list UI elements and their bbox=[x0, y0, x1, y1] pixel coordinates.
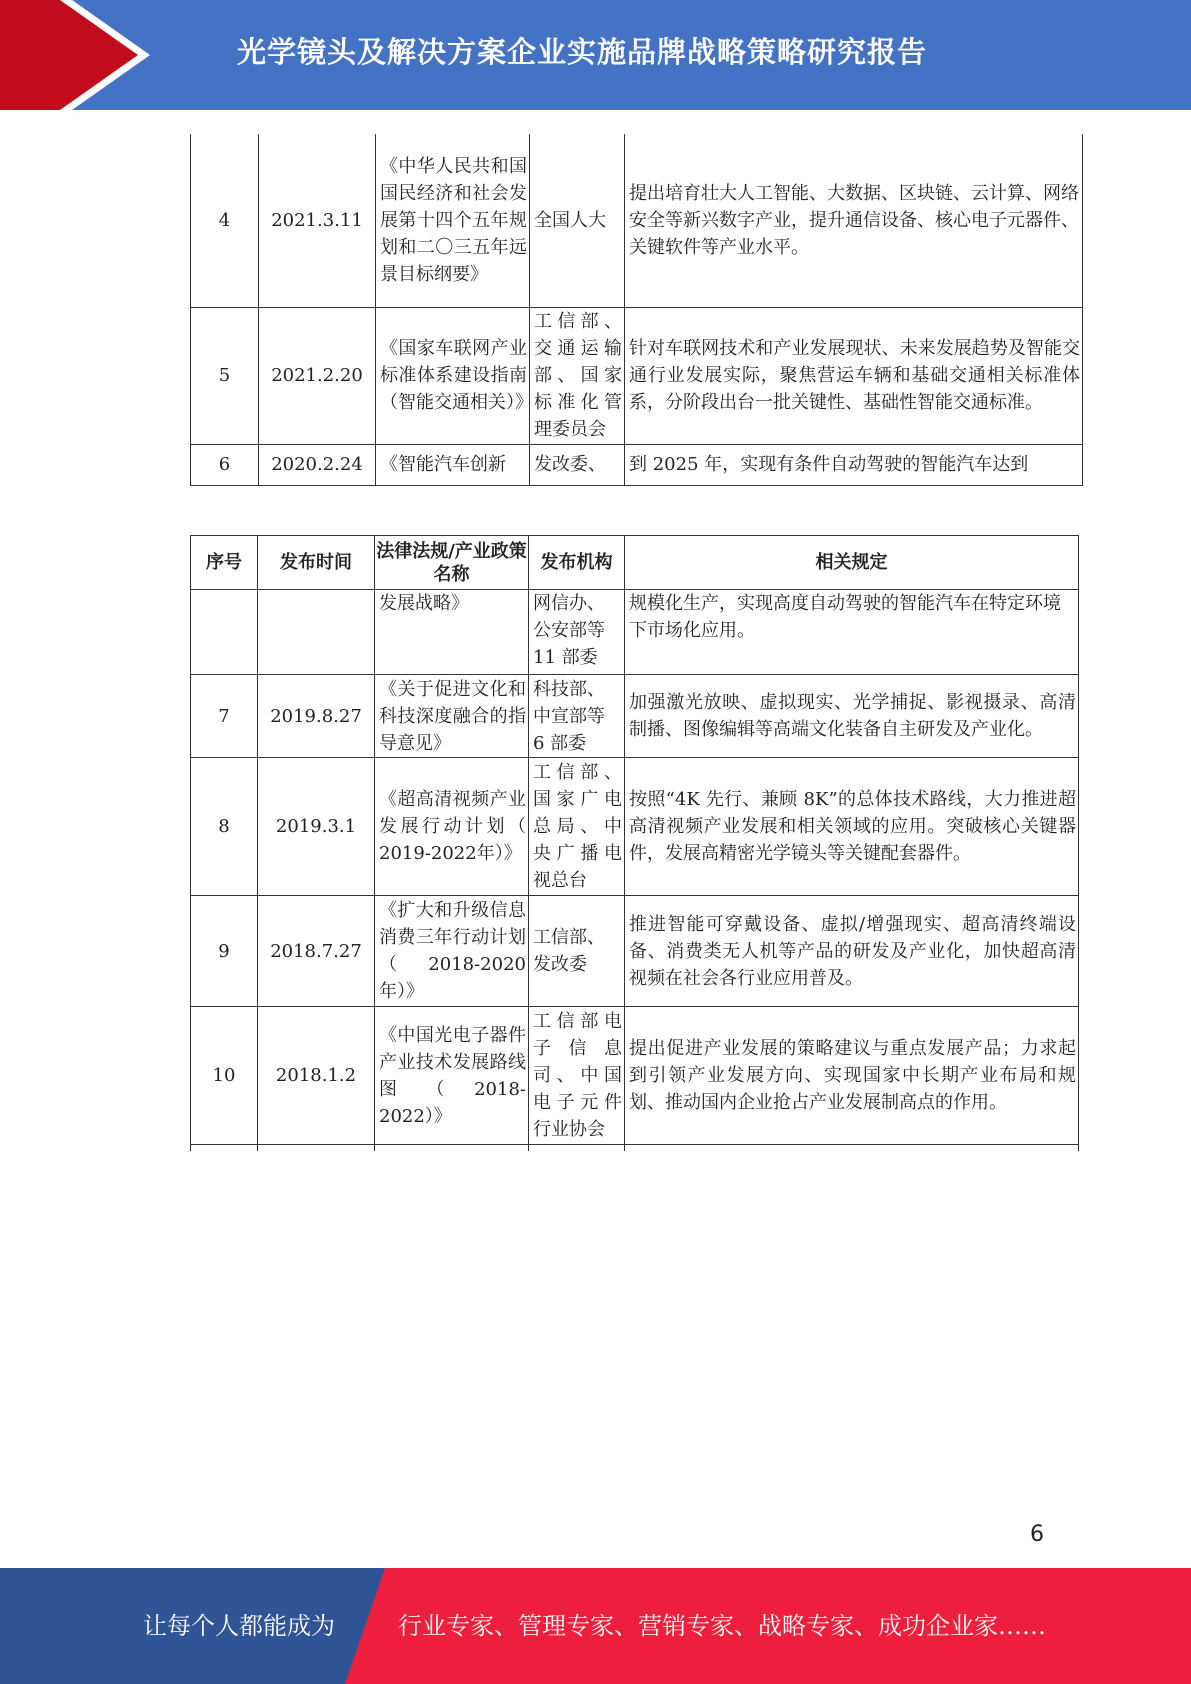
row-number bbox=[191, 590, 258, 675]
policy-name: 发展战略》 bbox=[375, 590, 529, 675]
policy-table-part-2 bbox=[190, 535, 1079, 1151]
policy-content: 提出培育壮大人工智能、大数据、区块链、云计算、网络安全等新兴数字产业，提升通信设备、核心电子元器件、关键软件等产业水平。 bbox=[625, 134, 1083, 307]
column-header-content: 相关规定 bbox=[625, 536, 1079, 590]
issuing-agency: 工信部电子信息司、中国电子元件行业协会 bbox=[529, 1007, 625, 1145]
publish-date: 2020.2.24 bbox=[259, 444, 376, 485]
policy-content: 针对车联网技术和产业发展现状、未来发展趋势及智能交通行业发展实际，聚焦营运车辆和基础交通相关标准体系，分阶段出台一批关键性、基础性智能交通标准。 bbox=[625, 307, 1083, 444]
row-number: 7 bbox=[191, 675, 258, 758]
row-number: 10 bbox=[191, 1007, 258, 1145]
issuing-agency: 工信部、交通运输部、国家标准化管理委员会 bbox=[530, 307, 625, 444]
footer-slogan-right: 行业专家、管理专家、营销专家、战略专家、成功企业家…… bbox=[398, 1612, 1046, 1640]
table-cell bbox=[191, 1145, 258, 1151]
policy-name: 《中国光电子器件产业技术发展路线图（2018-2022）》 bbox=[375, 1007, 529, 1145]
table-cell bbox=[375, 1145, 529, 1151]
column-header-number: 序号 bbox=[191, 536, 258, 590]
page-number: 6 bbox=[1030, 1522, 1044, 1547]
issuing-agency: 科技部、中宣部等 6 部委 bbox=[529, 675, 625, 758]
page-footer bbox=[0, 1568, 1191, 1684]
issuing-agency: 全国人大 bbox=[530, 134, 625, 307]
policy-name: 《中华人民共和国国民经济和社会发展第十四个五年规划和二〇三五年远景目标纲要》 bbox=[376, 134, 530, 307]
header-chevron-arrow-icon bbox=[0, 0, 138, 110]
table-row bbox=[191, 444, 1083, 485]
issuing-agency: 工信部、国家广电总局、中央广播电视总台 bbox=[529, 758, 625, 896]
issuing-agency: 工信部、发改委 bbox=[529, 896, 625, 1007]
policy-content: 加强激光放映、虚拟现实、光学捕捉、影视摄录、高清制播、图像编辑等高端文化装备自主研发及产业化。 bbox=[625, 675, 1079, 758]
column-header-agency: 发布机构 bbox=[529, 536, 625, 590]
row-number: 6 bbox=[191, 444, 259, 485]
column-header-date: 发布时间 bbox=[258, 536, 375, 590]
table-row bbox=[191, 134, 1083, 307]
publish-date: 2021.2.20 bbox=[259, 307, 376, 444]
row-number: 4 bbox=[191, 134, 259, 307]
policy-name: 《智能汽车创新 bbox=[376, 444, 530, 485]
table-row bbox=[191, 1007, 1079, 1145]
publish-date: 2021.3.11 bbox=[259, 134, 376, 307]
table-row-continues bbox=[191, 1145, 1079, 1151]
row-number: 9 bbox=[191, 896, 258, 1007]
table-cell bbox=[625, 1145, 1079, 1151]
publish-date: 2018.7.27 bbox=[258, 896, 375, 1007]
row-number: 5 bbox=[191, 307, 259, 444]
policy-content: 按照“4K 先行、兼顾 8K”的总体技术路线，大力推进超高清视频产业发展和相关领域的应用。突破核心关键器件，发展高精密光学镜头等关键配套器件。 bbox=[625, 758, 1079, 896]
row-number: 8 bbox=[191, 758, 258, 896]
footer-slogan-left: 让每个人都能成为 bbox=[143, 1612, 335, 1640]
policy-content: 推进智能可穿戴设备、虚拟/增强现实、超高清终端设备、消费类无人机等产品的研发及产业化，加快超高清视频在社会各行业应用普及。 bbox=[625, 896, 1079, 1007]
policy-name: 《国家车联网产业标准体系建设指南（智能交通相关）》 bbox=[376, 307, 530, 444]
table-row bbox=[191, 675, 1079, 758]
publish-date: 2019.8.27 bbox=[258, 675, 375, 758]
table-row-continuation bbox=[191, 590, 1079, 675]
table-cell bbox=[529, 1145, 625, 1151]
page-header bbox=[0, 0, 1191, 110]
issuing-agency: 发改委、 bbox=[530, 444, 625, 485]
publish-date: 2019.3.1 bbox=[258, 758, 375, 896]
report-title: 光学镜头及解决方案企业实施品牌战略策略研究报告 bbox=[237, 35, 928, 69]
column-header-policy-name: 法律法规/产业政策名称 bbox=[375, 536, 529, 590]
table-row bbox=[191, 758, 1079, 896]
publish-date: 2018.1.2 bbox=[258, 1007, 375, 1145]
table-row bbox=[191, 896, 1079, 1007]
policy-name: 《关于促进文化和科技深度融合的指导意见》 bbox=[375, 675, 529, 758]
table-header-row bbox=[191, 536, 1079, 590]
table-row bbox=[191, 307, 1083, 444]
policy-table-part-1 bbox=[190, 134, 1083, 486]
table-cell bbox=[258, 1145, 375, 1151]
publish-date bbox=[258, 590, 375, 675]
policy-name: 《超高清视频产业发展行动计划（ 2019-2022年）》 bbox=[375, 758, 529, 896]
issuing-agency: 网信办、公安部等 11 部委 bbox=[529, 590, 625, 675]
policy-content: 到 2025 年，实现有条件自动驾驶的智能汽车达到 bbox=[625, 444, 1083, 485]
policy-content: 提出促进产业发展的策略建议与重点发展产品；力求起到引领产业发展方向、实现国家中长期产业布局和规划、推动国内企业抢占产业发展制高点的作用。 bbox=[625, 1007, 1079, 1145]
policy-content: 规模化生产，实现高度自动驾驶的智能汽车在特定环境下市场化应用。 bbox=[625, 590, 1079, 675]
policy-name: 《扩大和升级信息消费三年行动计划（2018-2020年）》 bbox=[375, 896, 529, 1007]
